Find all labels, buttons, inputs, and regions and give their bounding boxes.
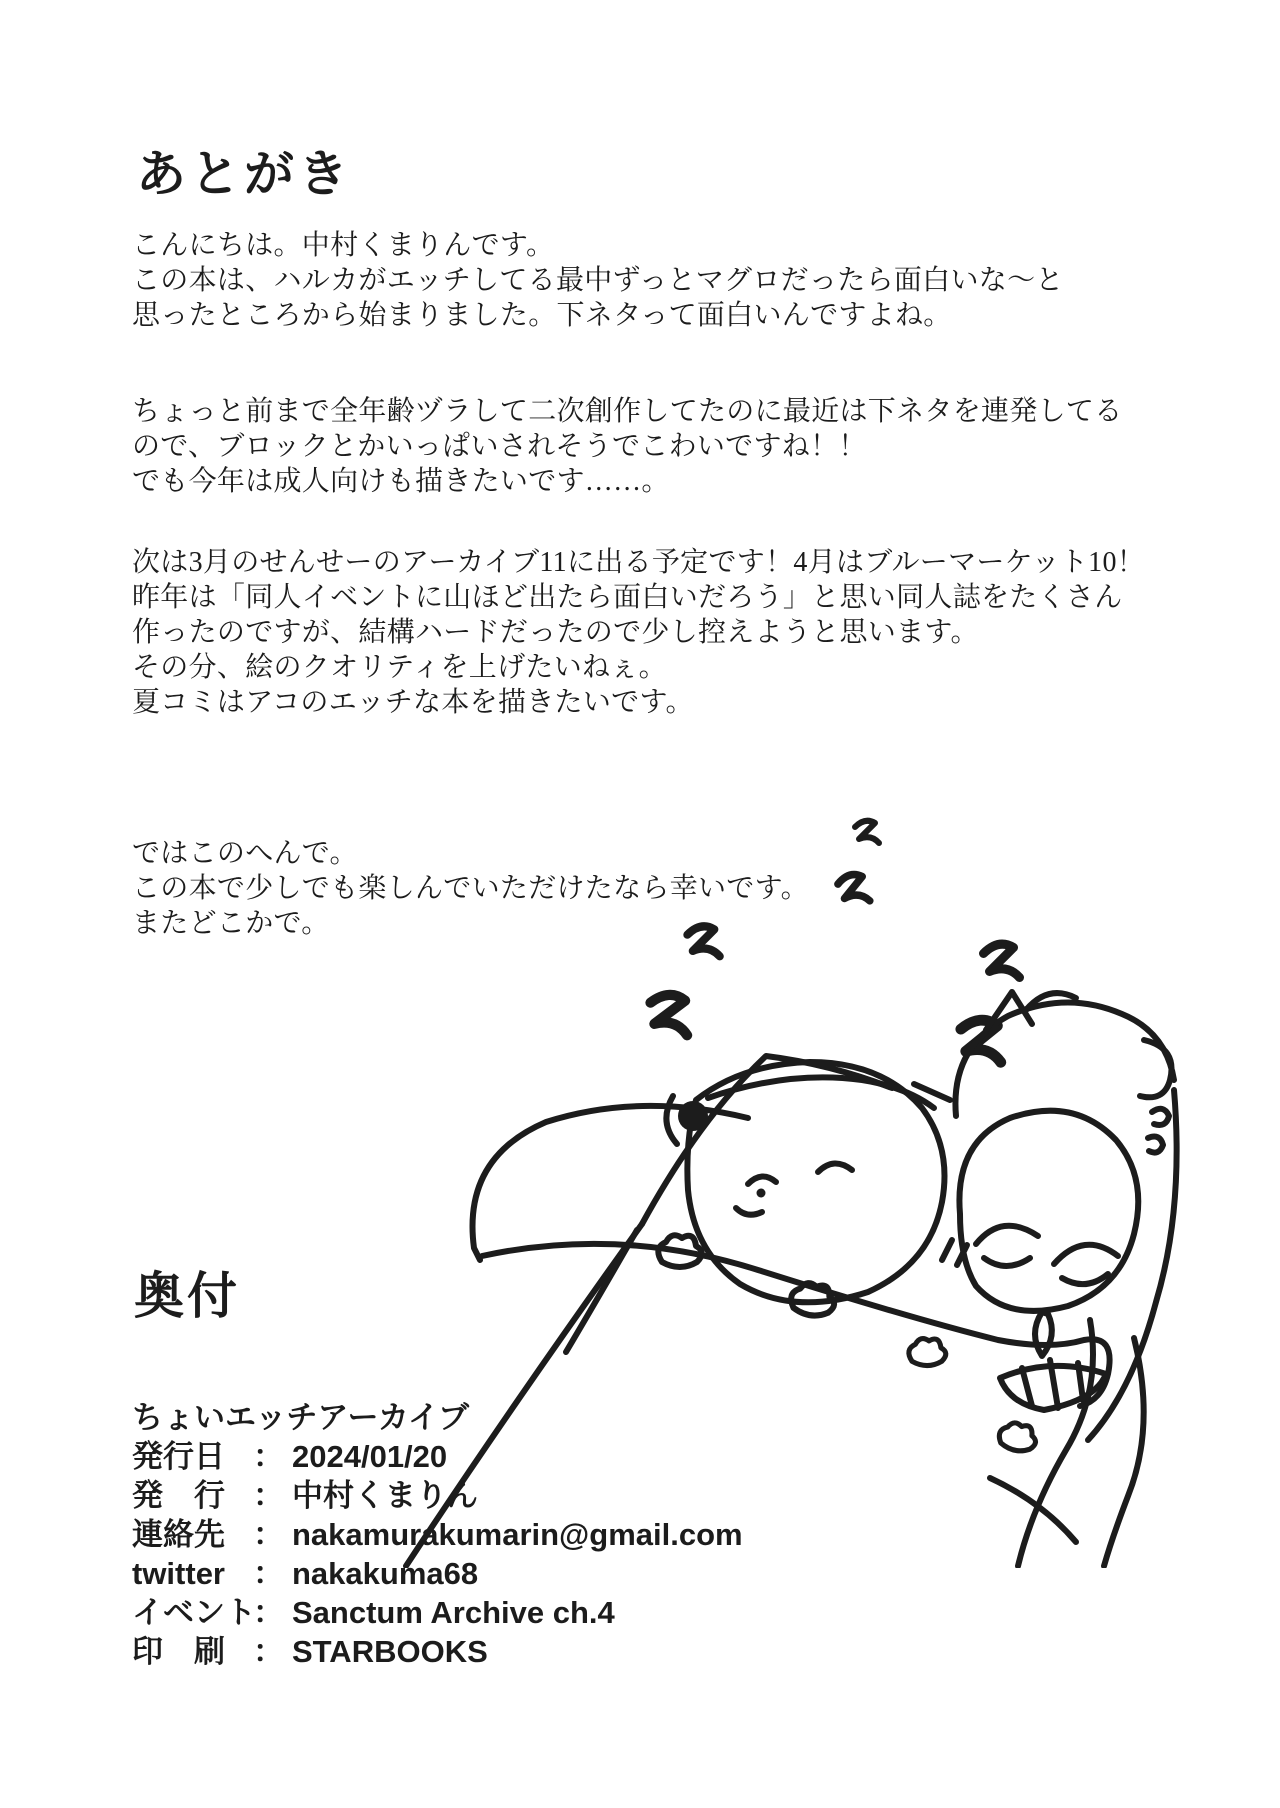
colophon-row-printer <box>132 1632 743 1671</box>
afterword-paragraph-3 <box>132 545 1145 720</box>
text-line: ちょっと前まで全年齢ヅラして二次創作してたのに最近は下ネタを連発してる <box>132 396 1123 427</box>
colophon-label: 発 行 <box>132 1478 225 1513</box>
colophon-separator: ： <box>253 1556 284 1591</box>
colophon-label: 印 刷 <box>132 1634 225 1669</box>
colophon-block <box>132 1398 743 1671</box>
colophon-book-title: ちょいエッチアーカイブ <box>132 1400 469 1435</box>
colophon-value: nakakuma68 <box>292 1556 479 1591</box>
text-line: 昨年は「同人イベントに山ほど出たら面白いだろう」と思い同人誌をたくさん <box>132 582 1123 613</box>
text-line: この本は、ハルカがエッチしてる最中ずっとマグロだったら面白いな〜と <box>132 265 1064 296</box>
colophon-value: 中村くまりん <box>292 1478 478 1513</box>
colophon-value: Sanctum Archive ch.4 <box>292 1595 615 1630</box>
text-line: ではこのへんで。 <box>132 838 358 869</box>
colophon-separator: ： <box>253 1439 284 1474</box>
colophon-title: 奥付 <box>134 1268 240 1324</box>
text-line: その分、絵のクオリティを上げたいねぇ。 <box>132 652 667 683</box>
colophon-label: 発行日 <box>132 1439 225 1474</box>
colophon-row-event <box>132 1593 743 1632</box>
text-line: この本で少しでも楽しんでいただけたなら幸いです。 <box>132 873 809 904</box>
colophon-separator: ： <box>253 1634 284 1669</box>
sleeping-character-right <box>909 992 1177 1566</box>
colophon-separator: ： <box>253 1517 284 1552</box>
text-line: またどこかで。 <box>132 908 330 939</box>
text-line: でも今年は成人向けも描きたいです……。 <box>132 466 670 497</box>
colophon-row-publisher <box>132 1476 743 1515</box>
colophon-label: 連絡先 <box>132 1517 225 1552</box>
colophon-value: STARBOOKS <box>292 1634 488 1669</box>
colophon-separator: ： <box>253 1595 284 1630</box>
afterword-title: あとがき <box>136 146 352 202</box>
sleep-z-icon <box>647 821 1020 1063</box>
colophon-label: イベント <box>132 1595 256 1630</box>
colophon-row-twitter <box>132 1554 743 1593</box>
colophon-row-publish-date <box>132 1437 743 1476</box>
text-line: 夏コミはアコのエッチな本を描きたいです。 <box>132 687 694 718</box>
afterword-paragraph-1 <box>132 228 1064 333</box>
colophon-label: twitter <box>132 1556 225 1591</box>
colophon-separator: ： <box>253 1478 284 1513</box>
sleeping-character-left <box>658 1062 944 1318</box>
afterword-paragraph-2 <box>132 394 1123 499</box>
colophon-value: 2024/01/20 <box>292 1439 448 1474</box>
text-line: こんにちは。中村くまりんです。 <box>132 230 555 261</box>
text-line: 次は3月のせんせーのアーカイブ11に出る予定です！4月はブルーマーケット10！ <box>132 547 1146 578</box>
text-line: ので、ブロックとかいっぱいされそうでこわいですね！！ <box>132 431 867 462</box>
colophon-value: nakamurakumarin@gmail.com <box>292 1517 743 1552</box>
text-line: 思ったところから始まりました。下ネタって面白いんですよね。 <box>132 300 952 331</box>
colophon-row-contact <box>132 1515 743 1554</box>
text-line: 作ったのですが、結構ハードだったので少し控えようと思います。 <box>132 617 979 648</box>
